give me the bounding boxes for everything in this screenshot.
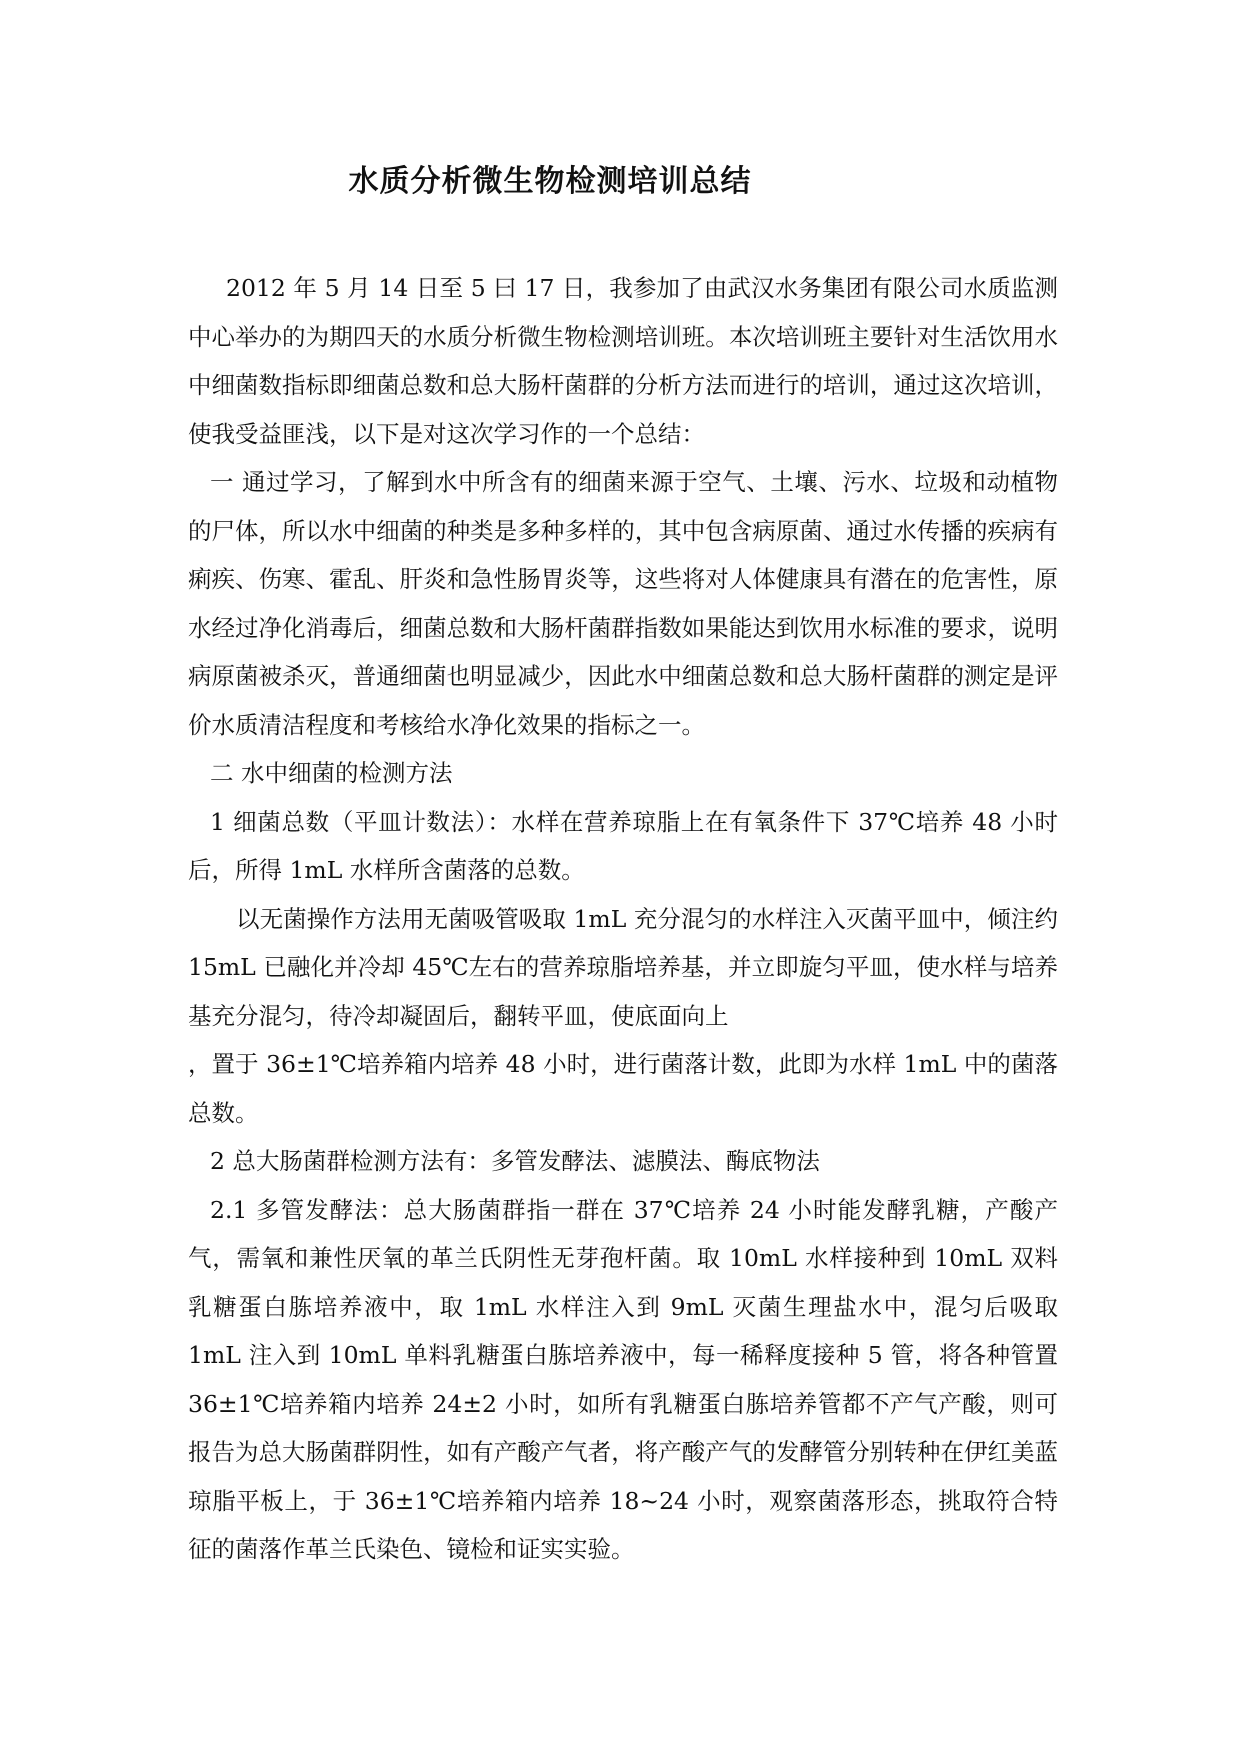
- paragraph-coliform-methods: 2 总大肠菌群检测方法有：多管发酵法、滤膜法、酶底物法: [210, 1147, 820, 1175]
- paragraph-multi-tube: 2.1 多管发酵法：总大肠菌群指一群在 37℃培养 24 小时能发酵乳糖，产酸产气，需氧和兼性厌氧的革兰氏阴性无芽孢杆菌。取 10mL 水样接种到 10mL 双料乳糖蛋白胨培养液中，取 1mL 水样注入到 9mL 灭菌生理盐水中，混匀后吸取 1mL 注入到 10mL 单料乳糖蛋白胨培养液中，每一稀释度接种 5 管，将各种管置 36±1℃培养箱内培养 24±2 小时，如所有乳糖蛋白胨培养管都不产气产酸，则可报告为总大肠菌群阴性，如有产酸产气者，将产酸产气的发酵管分别转种在伊红美蓝琼脂平板上，于 36±1℃培养箱内培养 18~24 小时，观察菌落形态，挑取符合特征的菌落作革兰氏染色、镜检和证实实验。: [188, 1195, 1058, 1563]
- document-title: 水质分析微生物检测培训总结: [348, 164, 752, 199]
- paragraph-plate-incubation: ，置于 36±1℃培养箱内培养 48 小时，进行菌落计数，此即为水样 1mL 中的菌落总数。: [188, 1050, 1058, 1127]
- document-body: [188, 264, 1058, 1574]
- paragraph-intro: 2012 年 5 月 14 日至 5 曰 17 日，我参加了由武汉水务集团有限公司水质监测中心举办的为期四天的水质分析微生物检测培训班。本次培训班主要针对生活饮用水中细菌数指标即细菌总数和总大肠杆菌群的分析方法而进行的培训，通过这次培训，使我受益匪浅，以下是对这次学习作的一个总结：: [188, 274, 1058, 448]
- paragraph-plate-method: 以无菌操作方法用无菌吸管吸取 1mL 充分混匀的水样注入灭菌平皿中，倾注约 15mL 已融化并冷却 45℃左右的营养琼脂培养基，并立即旋匀平皿，使水样与培养基充分混匀，待冷却凝固后，翻转平皿，使底面向上: [188, 904, 1058, 1030]
- paragraph-section-one: 一 通过学习，了解到水中所含有的细菌来源于空气、土壤、污水、垃圾和动植物的尸体，所以水中细菌的种类是多种多样的，其中包含病原菌、通过水传播的疾病有痢疾、伤寒、霍乱、肝炎和急性肠胃炎等，这些将对人体健康具有潜在的危害性，原水经过净化消毒后，细菌总数和大肠杆菌群指数如果能达到饮用水标准的要求，说明病原菌被杀灭，普通细菌也明显减少，因此水中细菌总数和总大肠杆菌群的测定是评价水质清洁程度和考核给水净化效果的指标之一。: [188, 468, 1058, 739]
- paragraph-total-bacteria: 1 细菌总数（平皿计数法）：水样在营养琼脂上在有氧条件下 37℃培养 48 小时后，所得 1mL 水样所含菌落的总数。: [188, 807, 1058, 884]
- heading-section-two: 二 水中细菌的检测方法: [210, 759, 453, 787]
